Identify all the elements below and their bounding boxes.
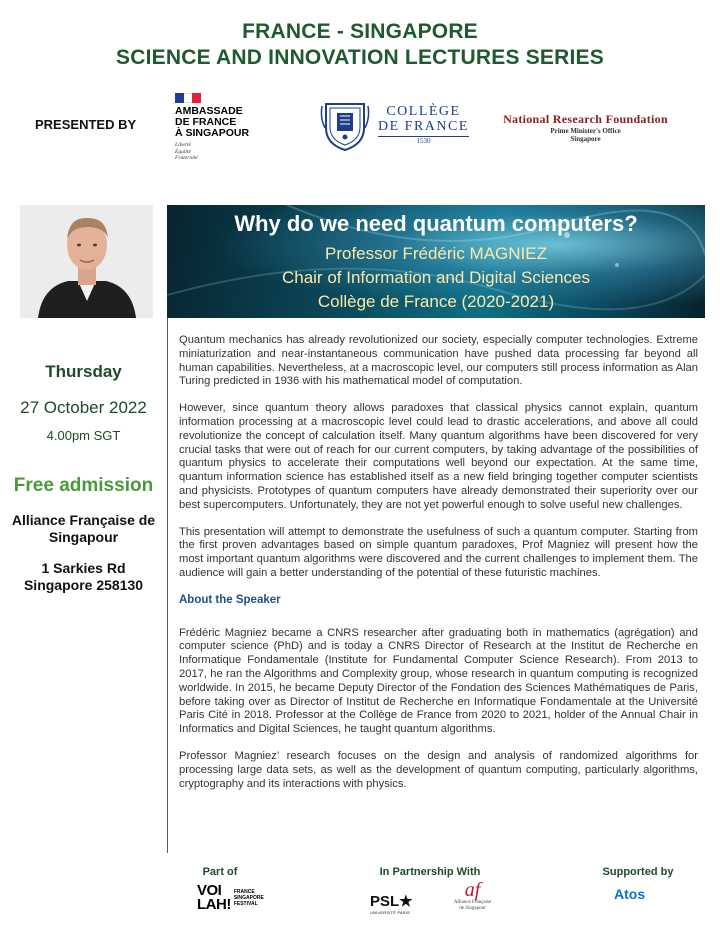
af-name-1: Alliance Française: [453, 900, 492, 905]
banner-chair: Chair of Information and Digital Sciences: [281, 268, 591, 287]
college-line-2: DE FRANCE: [378, 119, 469, 134]
french-flag-icon: [175, 93, 201, 103]
venue-line-1: Alliance Française de: [11, 512, 156, 528]
ambassade-name-1: AMBASSADE: [175, 105, 243, 117]
ambassade-name-2: DE FRANCE: [175, 116, 237, 128]
ambassade-name-3: À SINGAPOUR: [175, 127, 250, 139]
ambassade-logo: [175, 93, 285, 162]
psl-logo: [370, 892, 413, 915]
venue-name: [0, 512, 167, 546]
voilah-small-2: SINGAPORE: [233, 895, 264, 901]
af-mark: af: [464, 879, 481, 901]
nrf-sub-2: Singapore: [570, 135, 601, 143]
partnership-label: In Partnership With: [379, 866, 481, 878]
voilah-small-1: FRANCE: [233, 889, 255, 895]
af-name-2: de Singapour: [459, 906, 486, 911]
title-banner: [167, 205, 705, 318]
motto-liberte: Liberté: [175, 142, 191, 148]
event-day: Thursday: [45, 362, 122, 381]
motto-fraternite: Fraternité: [175, 155, 198, 161]
voilah-festival-logo: [197, 884, 264, 912]
college-crest-icon: [320, 98, 370, 152]
banner-institution: Collège de France (2020-2021): [317, 292, 555, 311]
admission-label: Free admission: [13, 475, 154, 496]
nrf-name: National Research Foundation: [503, 112, 668, 126]
part-of-label: Part of: [202, 866, 238, 878]
supported-by-label: Supported by: [602, 866, 674, 878]
atos-logo: Atos: [614, 886, 646, 902]
paragraph-bio: Frédéric Magniez became a CNRS researcher after graduating both in mathematics (agrégation) and computer science (PhD) and is today a CNRS Director of Research at the Institut de Recherche en Informatique Fondamentale (Institute for Fundamental Computer Science Research). From 2013 to 2017, he ran the Algorithms and Complexity group, whose research in quantum computing is recognized worldwide. In 2015, he became Deputy Director of the Fondation des Sciences Mathématiques de Paris, before taking over as Director of Institut de Recherche en Informatique Fondamentale at the Université Paris Cité in 2018. Professor at the Collège de France from 2020 to 2021, holder of the Annual Chair in Informatics and Digital Sciences, he taught quantum algorithms.: [179, 626, 698, 736]
address-line-1: 1 Sarkies Rd: [41, 560, 126, 576]
title-line-1: FRANCE - SINGAPORE: [242, 20, 478, 43]
voilah-text-1: VOI: [197, 882, 222, 899]
college-line-1: COLLÈGE: [386, 104, 461, 119]
motto-egalite: Égalité: [175, 148, 191, 155]
paragraph-research: Professor Magniez’ research focuses on the design and analysis of randomized algorithms for processing large data sets, as well as the development of quantum computing, particularly algorithms, cryptography and its interactions with physics.: [179, 749, 698, 790]
speaker-photo: [20, 205, 153, 318]
college-year: 1530: [378, 136, 469, 146]
venue-line-2: Singapour: [48, 529, 119, 545]
psl-subtext: UNIVERSITÉ PARIS: [370, 910, 411, 915]
paragraph-quantum: However, since quantum theory allows paradoxes that classical physics cannot explain, quantum information processing at a macroscopic level could lead to drastic accelerations, and above all could revolutionize the concept of calculation itself. Many quantum algorithms have been discovered for very crucial tasks that were out of reach for our current computers, by taking advantage of the possibilities of quantum physics to accelerate their computations well beyond our expectation. At the same time, quantum information science has established itself as a new field bringing together computer scientists and physicists. Prototypes of quantum computers have already demonstrated their superiority over our best supercomputers. Unfortunately, they are not yet powerful enough to solve useful new challenges.: [179, 402, 698, 511]
event-time: 4.00pm SGT: [46, 428, 121, 443]
nrf-sub-1: Prime Minister's Office: [550, 127, 621, 135]
voilah-text-2: LAH!: [197, 896, 231, 913]
nrf-logo: [488, 112, 683, 143]
address-line-2: Singapore 258130: [23, 577, 144, 593]
paragraph-presentation: This presentation will attempt to demonstrate the usefulness of such a quantum computer. Starting from the first proven advantages based on simple quantum paradoxes, Prof Magniez will present how the most important quantum algorithms were discovered and the current challenges to implement them. The audience will gain a better understanding of the potential of these futuristic machines.: [179, 525, 698, 579]
voilah-small-3: FESTIVAL: [233, 901, 258, 907]
paragraph-intro: Quantum mechanics has already revolutionized our society, especially computer technologies. Extreme miniaturization and near-instantaneous communication have pushed data processing far beyond all human capabilities. Nevertheless, at a macroscopic level, our computers still process information as Alan Turing predicted in 1936 with his mathematical model of computation.: [179, 334, 698, 388]
college-de-france-logo: [320, 98, 469, 152]
about-speaker-heading: About the Speaker: [179, 593, 281, 606]
title-line-2: SCIENCE AND INNOVATION LECTURES SERIES: [116, 46, 604, 69]
presented-by-label: PRESENTED BY: [35, 117, 137, 132]
psl-text: PSL★: [370, 893, 413, 910]
event-date: 27 October 2022: [20, 398, 147, 417]
venue-address: [0, 560, 167, 594]
column-divider: [167, 318, 168, 853]
banner-speaker: Professor Frédéric MAGNIEZ: [325, 244, 547, 263]
banner-question: Why do we need quantum computers?: [234, 211, 638, 236]
description-body: [179, 334, 698, 804]
alliance-francaise-logo: [445, 880, 500, 912]
